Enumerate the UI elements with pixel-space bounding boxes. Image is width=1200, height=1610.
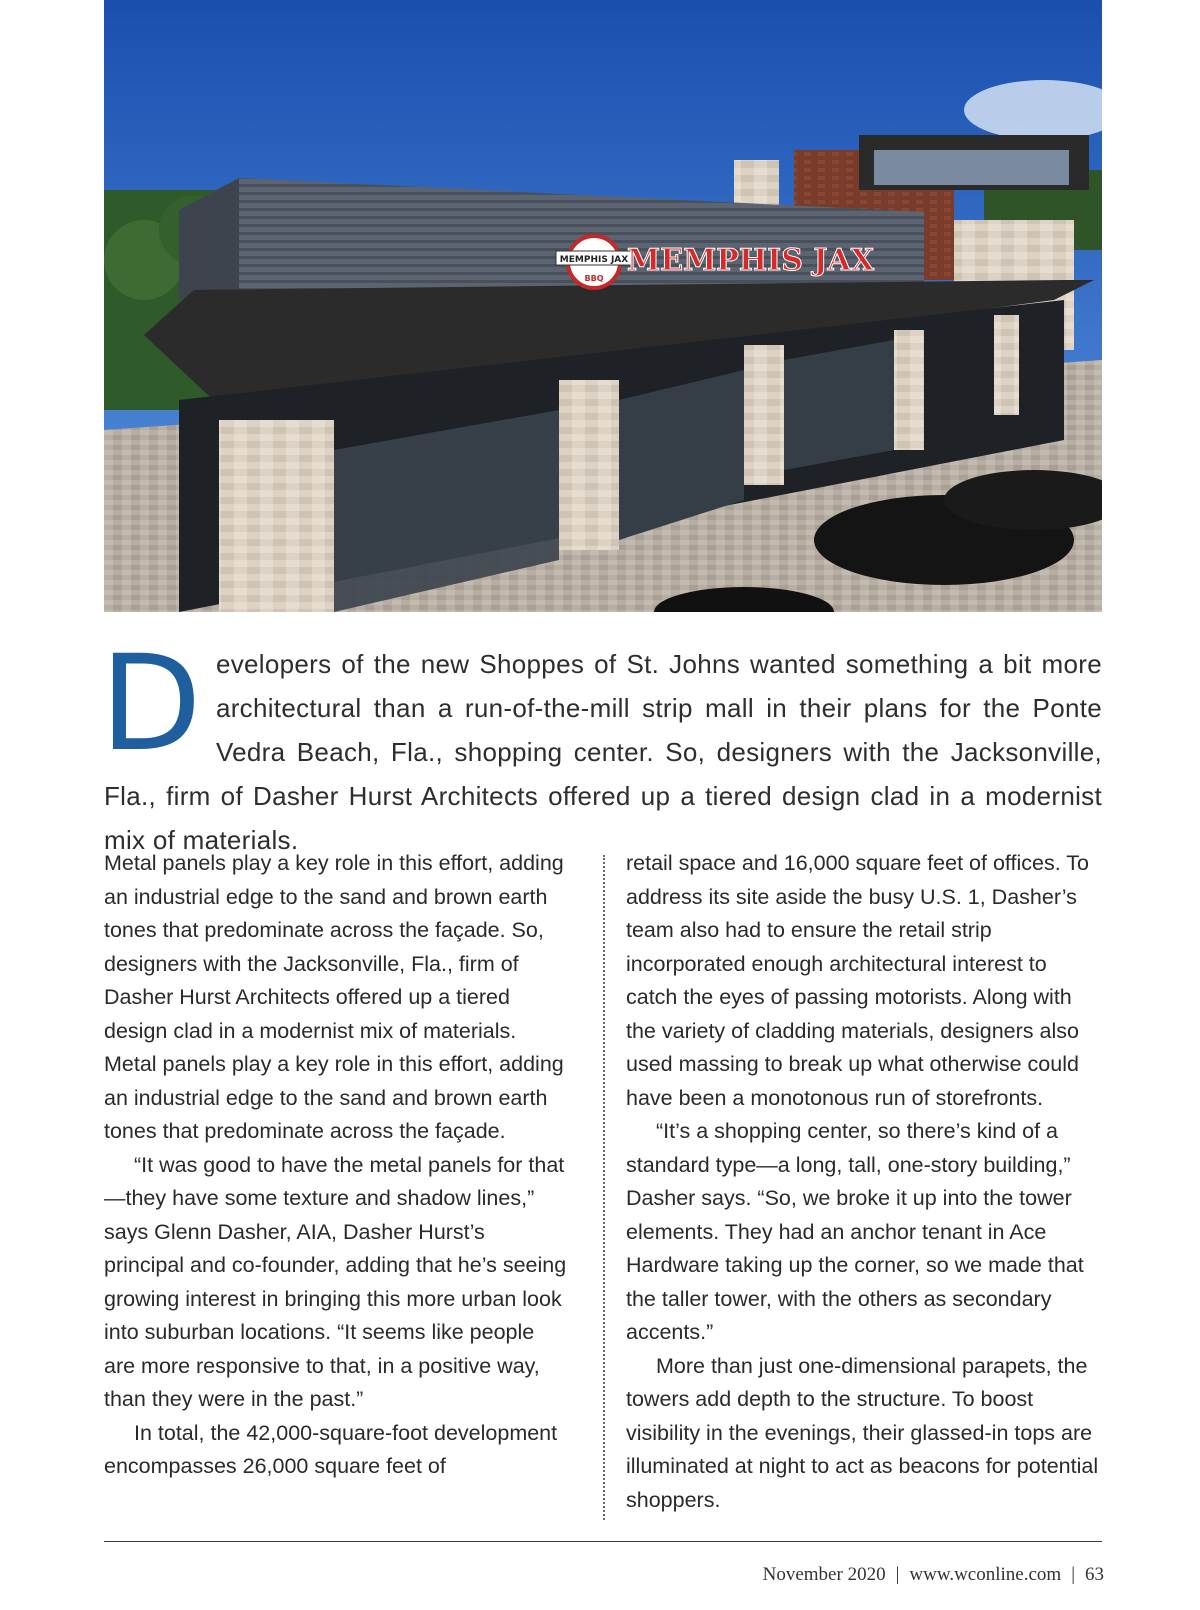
storefront-illustration — [104, 0, 1102, 612]
column-divider — [603, 855, 605, 1520]
page-footer — [763, 1564, 1104, 1586]
sign-text: MEMPHIS JAX — [627, 243, 875, 278]
paragraph: In total, the 42,000-square-foot development encompasses 26,000 square feet of — [104, 1420, 558, 1478]
right-column — [626, 847, 1102, 1517]
footer-rule — [104, 1541, 1102, 1542]
paragraph: Metal panels play a key role in this effort, adding an industrial edge to the sand and brown earth tones that predominate across the façade. So, designers with the Jacksonville, Fla., firm of Dasher Hurst Architects offered up a tiered design clad in a modernist mix of materials. Metal panels play a key role in this effort, adding an industrial edge to the sand and brown earth tones that predominate across the façade. — [104, 851, 564, 1143]
page-number: 63 — [1085, 1564, 1104, 1585]
drop-cap: D — [100, 627, 202, 781]
paragraph: retail space and 16,000 square feet of offices. To address its site aside the busy U.S. 1, Dasher’s team also had to ensure the retail strip incorporated enough architectural interest to catch the eyes of passing motorists. Along with the variety of cladding materials, designers also used massing to break up what otherwise could have been a monotonous run of storefronts. — [626, 851, 1089, 1110]
paragraph: “It was good to have the metal panels for that—they have some texture and shadow lines,” says Glenn Dasher, AIA, Dasher Hurst’s principal and co-founder, adding that he’s seeing growing interest in bringing this more urban look into suburban locations. “It seems like people are more responsive to that, in a positive way, than they were in the past.” — [104, 1152, 567, 1411]
left-column — [104, 847, 568, 1484]
paragraph: More than just one-dimensional parapets, the towers add depth to the structure. To boost visibility in the evenings, their glassed-in tops are illuminated at night to act as beacons for potential shoppers. — [626, 1353, 1099, 1512]
footer-date: November 2020 — [762, 1564, 886, 1585]
logo-top-text: MEMPHIS JAX — [559, 255, 629, 265]
footer-separator: | — [1071, 1564, 1075, 1585]
logo-bottom-text: BBQ — [584, 274, 604, 283]
hero-photo — [104, 0, 1102, 612]
lead-paragraph — [100, 627, 1102, 862]
paragraph: “It’s a shopping center, so there’s kind of a standard type—a long, tall, one-story building,” Dasher says. “So, we broke it up into the tower elements. They had an anchor tenant in Ace Hardware taking up the corner, so we made that the taller tower, with the others as secondary accents.” — [626, 1119, 1084, 1344]
footer-url[interactable]: www.wconline.com — [909, 1564, 1062, 1585]
footer-separator: | — [895, 1564, 900, 1585]
lead-text: evelopers of the new Shoppes of St. Johns wanted something a bit more architectural than a run-of-the-mill strip mall in their plans for the Ponte Vedra Beach, Fla., shopping center. So, designers with the Jacksonville, Fla., firm of Dasher Hurst Architects offered up a tiered design clad in a modernist mix of materials. — [104, 649, 1102, 855]
